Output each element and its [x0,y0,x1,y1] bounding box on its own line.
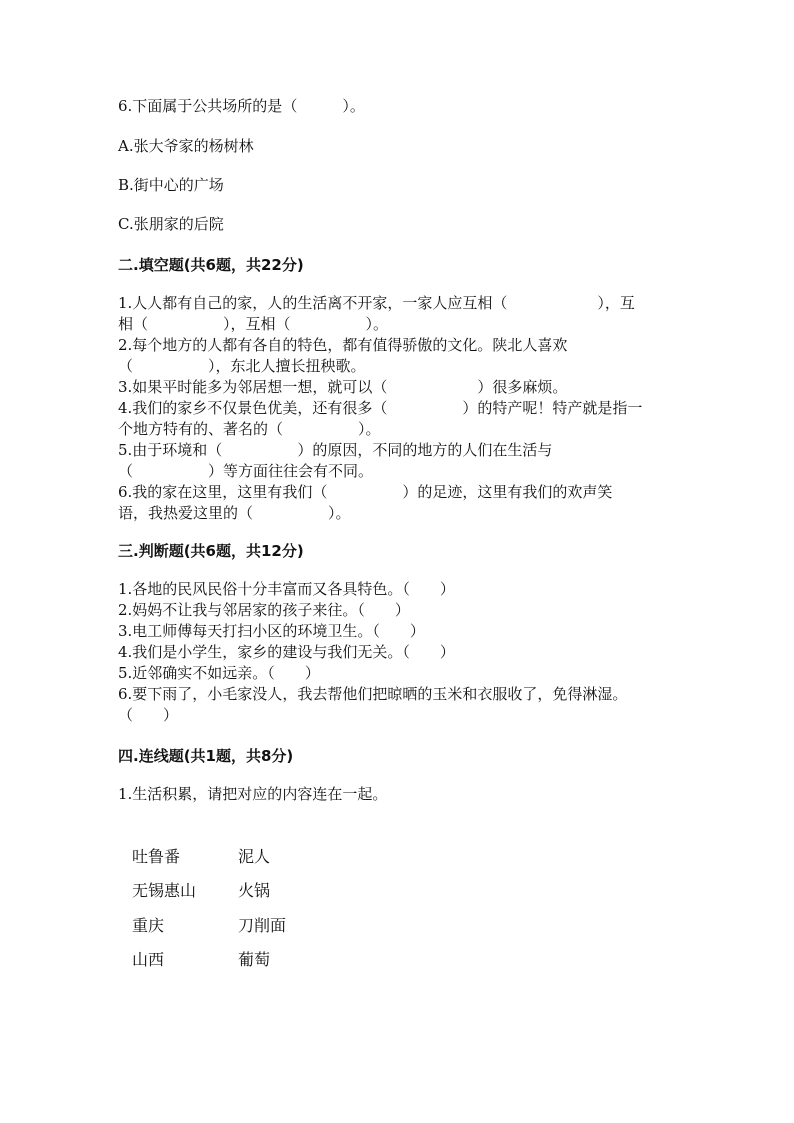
match-left-item: 山西 [132,950,165,969]
match-right-item: 泥人 [238,847,271,866]
fill-line: 个地方特有的、著名的（ ）。 [118,420,381,438]
judge-line: 4.我们是小学生，家乡的建设与我们无关。（ ） [118,643,455,661]
option-b: B.街中心的广场 [118,176,224,194]
question-6-stem: 6.下面属于公共场所的是（ ）。 [118,97,365,115]
fill-line: （ ），东北人擅长扭秧歌。 [118,357,366,375]
judge-questions [118,579,678,726]
match-left-item: 重庆 [132,916,165,935]
judge-line: 3.电工师傅每天打扫小区的环境卫生。（ ） [118,622,425,640]
fill-line: 5.由于环境和（ ）的原因，不同的地方的人们在生活与 [118,441,553,459]
fill-line: 语，我热爱这里的（ ）。 [118,504,351,522]
fill-line: （ ）等方面往往会有不同。 [118,462,374,480]
match-right-item: 葡萄 [238,950,271,969]
judge-line: 1.各地的民风民俗十分丰富而又各具特色。（ ） [118,580,455,598]
judge-line: 5.近邻确实不如远亲。（ ） [118,664,320,682]
fill-line: 1.人人都有自己的家，人的生活离不开家，一家人应互相（ ），互 [118,294,635,312]
match-left-item: 无锡惠山 [132,881,197,900]
judge-section-heading: 三.判断题(共6题，共12分) [118,542,304,560]
judge-line: （ ） [118,706,179,724]
fill-line: 相（ ），互相（ ）。 [118,315,389,333]
fill-line: 6.我的家在这里，这里有我们（ ）的足迹，这里有我们的欢声笑 [118,483,613,501]
fill-line: 3.如果平时能多为邻居想一想，就可以（ ）很多麻烦。 [118,378,568,396]
fill-questions [118,293,678,524]
fill-line: 2.每个地方的人都有各自的特色，都有值得骄傲的文化。陕北人喜欢 [118,336,568,354]
option-c: C.张朋家的后院 [118,215,224,233]
judge-line: 2.妈妈不让我与邻居家的孩子来往。（ ） [118,601,410,619]
match-right-item: 火锅 [238,881,271,900]
match-section-heading: 四.连线题(共1题，共8分) [118,747,294,765]
match-right-item: 刀削面 [238,916,287,935]
fill-section-heading: 二.填空题(共6题，共22分) [118,256,304,274]
judge-line: 6.要下雨了，小毛家没人，我去帮他们把晾晒的玉米和衣服收了，免得淋湿。 [118,685,628,703]
match-left-item: 吐鲁番 [132,847,181,866]
match-question-stem: 1.生活积累，请把对应的内容连在一起。 [118,785,388,803]
fill-line: 4.我们的家乡不仅景色优美，还有很多（ ）的特产呢！特产就是指一 [118,399,643,417]
option-a: A.张大爷家的杨树林 [118,137,254,155]
